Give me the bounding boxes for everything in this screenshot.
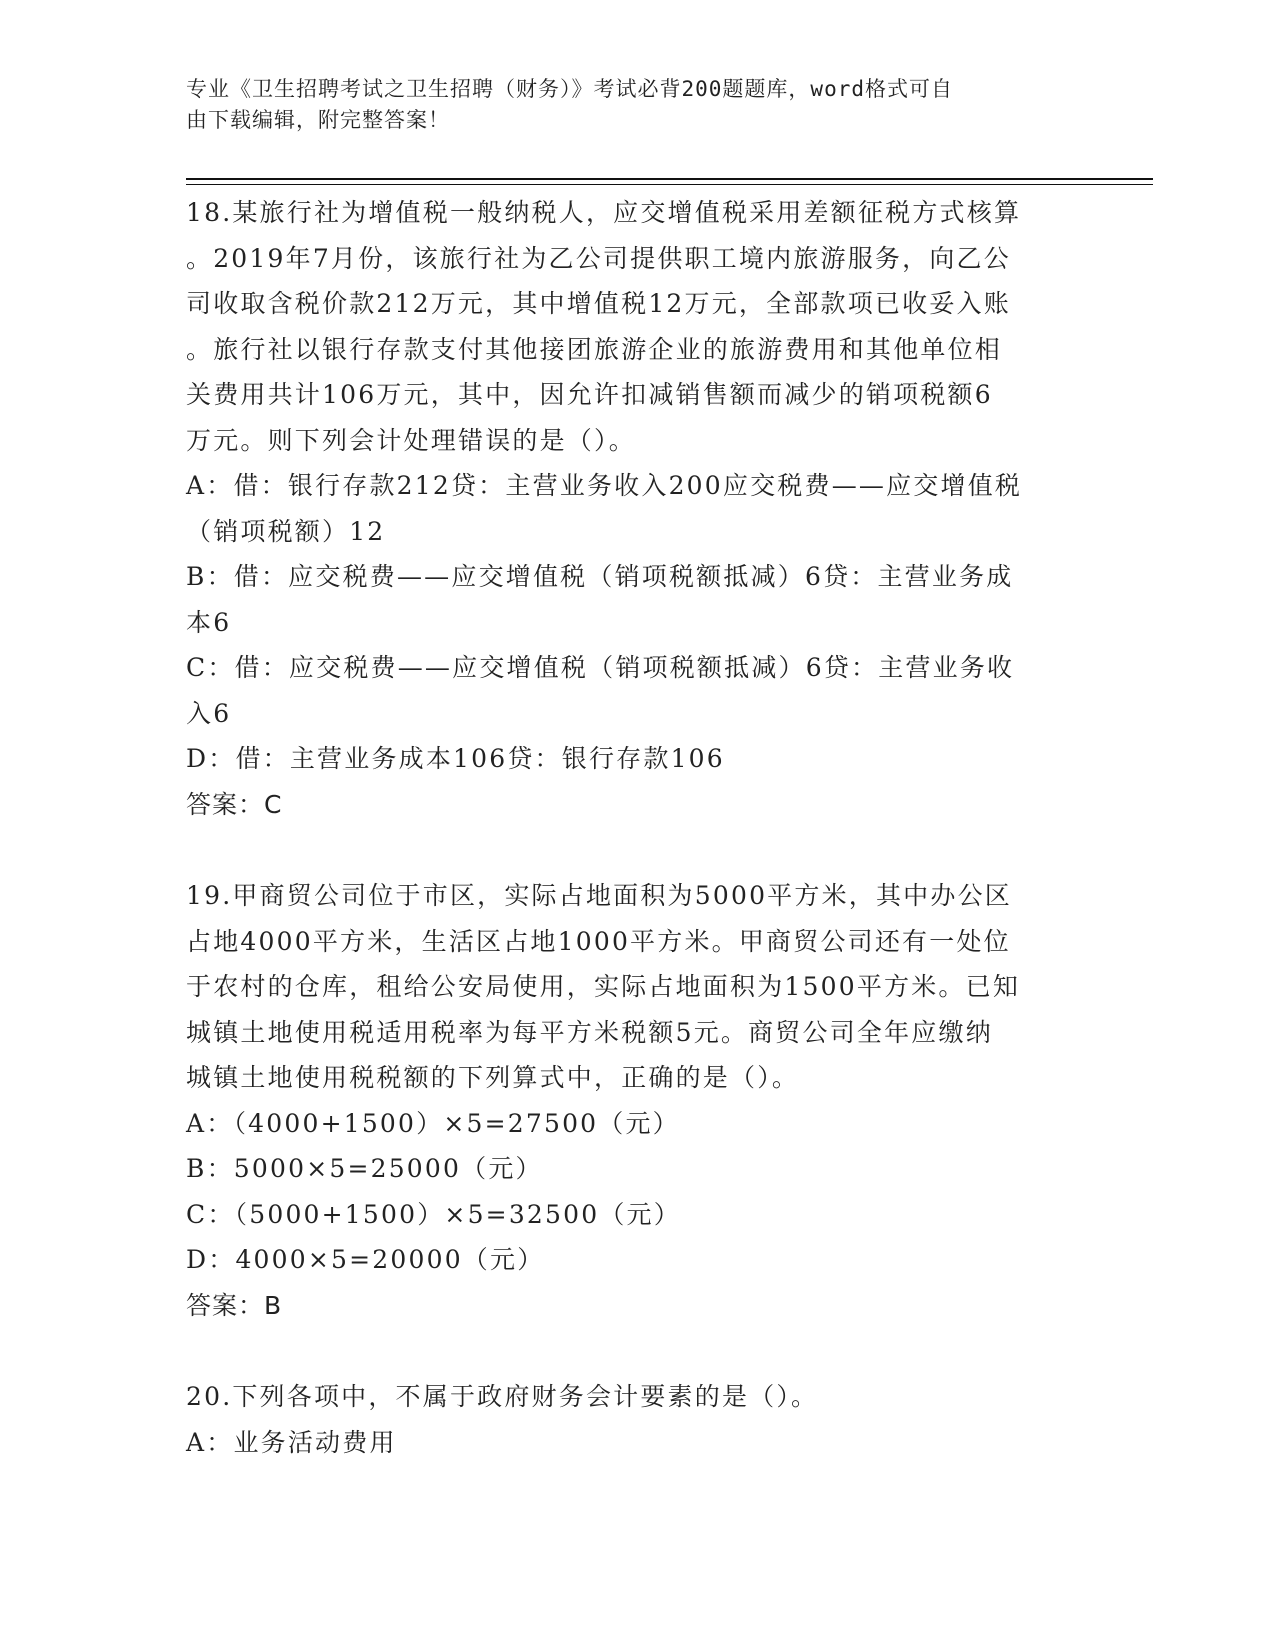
header-divider-thin <box>186 184 1153 185</box>
question-text-line: 于农村的仓库，租给公安局使用，实际占地面积为1500平方米。已知 <box>186 972 1021 1001</box>
document-header <box>186 74 1066 136</box>
option-a: A：借：银行存款212贷：主营业务收入200应交税费——应交增值税 <box>186 471 1023 500</box>
header-divider-thick <box>186 178 1153 180</box>
question-text-line: 20.下列各项中，不属于政府财务会计要素的是（）。 <box>186 1382 819 1411</box>
question-list <box>186 190 1066 1465</box>
question-spacer <box>186 827 1066 873</box>
question-text-line: 。2019年7月份，该旅行社为乙公司提供职工境内旅游服务，向乙公 <box>186 243 1011 273</box>
question-text-line: 城镇土地使用税税额的下列算式中，正确的是（）。 <box>186 1063 800 1092</box>
question-text-line: 司收取含税价款212万元，其中增值税12万元，全部款项已收妥入账 <box>186 289 1011 318</box>
question-text-line: 18.某旅行社为增值税一般纳税人，应交增值税采用差额征税方式核算 <box>186 198 1022 227</box>
option-c-continued: 入6 <box>186 698 232 728</box>
question-18 <box>186 190 1066 827</box>
option-b: B：5000×5=25000（元） <box>186 1154 543 1183</box>
question-text-line: 万元。则下列会计处理错误的是（）。 <box>186 425 636 455</box>
question-text-line: 19.甲商贸公司位于市区，实际占地面积为5000平方米，其中办公区 <box>186 881 1012 910</box>
question-19 <box>186 873 1066 1328</box>
question-text-line: 。旅行社以银行存款支付其他接团旅游企业的旅游费用和其他单位相 <box>186 334 1003 364</box>
option-c: C：借：应交税费——应交增值税（销项税额抵减）6贷：主营业务收 <box>186 653 1015 682</box>
header-line-1: 专业《卫生招聘考试之卫生招聘（财务）》考试必背200题题库，word格式可自 <box>186 77 953 101</box>
option-a: A：业务活动费用 <box>186 1427 397 1457</box>
option-b: B：借：应交税费——应交增值税（销项税额抵减）6贷：主营业务成 <box>186 562 1014 591</box>
answer-line: 答案：C <box>186 789 283 819</box>
option-d: D：4000×5=20000（元） <box>186 1245 545 1274</box>
option-a-continued: （销项税额）12 <box>186 516 386 546</box>
question-20 <box>186 1374 1066 1465</box>
option-c: C：（5000+1500）×5=32500（元） <box>186 1199 681 1229</box>
option-d: D：借：主营业务成本106贷：银行存款106 <box>186 744 725 773</box>
answer-line: 答案：B <box>186 1290 283 1320</box>
question-text-line: 城镇土地使用税适用税率为每平方米税额5元。商贸公司全年应缴纳 <box>186 1017 993 1047</box>
option-a: A：（4000+1500）×5=27500（元） <box>186 1108 680 1138</box>
question-text-line: 关费用共计106万元，其中，因允许扣减销售额而减少的销项税额6 <box>186 380 993 409</box>
header-line-2: 由下载编辑，附完整答案！ <box>186 108 450 132</box>
question-text-line: 占地4000平方米，生活区占地1000平方米。甲商贸公司还有一处位 <box>186 926 1011 956</box>
question-spacer <box>186 1328 1066 1374</box>
option-b-continued: 本6 <box>186 607 232 637</box>
